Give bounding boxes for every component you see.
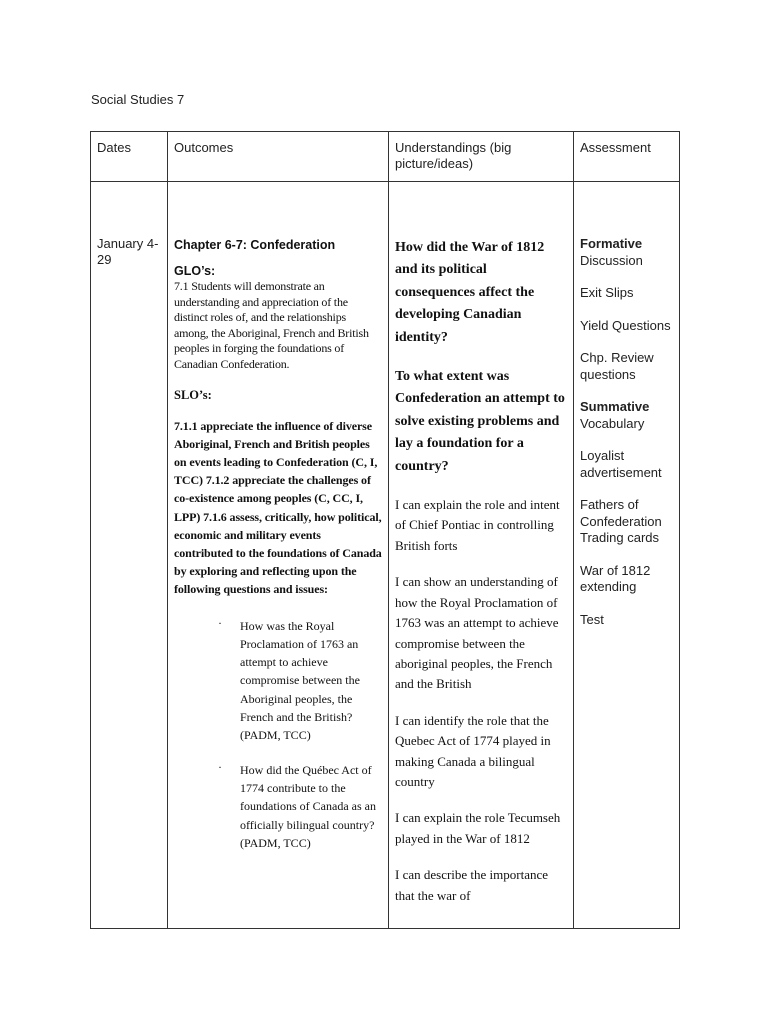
assessment-cell: [574, 182, 680, 929]
slo-heading: SLO’s:: [174, 387, 212, 402]
formative-heading: Formative: [580, 236, 643, 251]
assessment-item: Fathers of Confederation Trading cards: [580, 497, 662, 545]
table-header-row: [91, 132, 680, 182]
outcomes-content: [168, 182, 388, 852]
assessment-item: Test: [580, 611, 604, 627]
list-item-text: How did the Québec Act of 1774 contribute to the foundations of Canada as an officially bilingual country? (PADM, TCC): [240, 762, 376, 850]
assessment-item: Exit Slips: [580, 285, 634, 300]
chapter-title: Chapter 6-7: Confederation: [174, 238, 336, 252]
dates-cell: [91, 182, 168, 929]
assessment-item: Vocabulary: [580, 415, 645, 431]
i-can-statement: I can explain the role and intent of Chief Pontiac in controlling British forts: [395, 497, 560, 553]
i-can-statement: I can show an understanding of how the Royal Proclamation of 1763 was an attempt to achieve compromise between the aboriginal peoples, the French and the British: [395, 574, 559, 692]
header-assessment: Assessment: [580, 140, 651, 155]
big-question: To what extent was Confederation an attempt to solve existing problems and lay a foundation for a country?: [395, 369, 565, 474]
glo-heading: GLO’s:: [174, 264, 216, 278]
slo-text: 7.1.1 appreciate the influence of diverse Aboriginal, French and British peoples on events leading to Confederation (C, I, TCC) 7.1.2 appreciate the challenges of co-existence among peoples (C, CC, I, LPP) 7.1.6 assess, critically, how political, economic and military events contributed to the foundations of Canada by exploring and reflecting upon the following questions and issues:: [174, 418, 382, 597]
i-can-statement: I can explain the role Tecumseh played in the War of 1812: [395, 810, 561, 846]
assessment-item: Chp. Review questions: [580, 350, 654, 382]
lesson-plan-table: [90, 131, 680, 929]
header-assessment-cell: [574, 132, 680, 182]
list-item: [174, 617, 382, 745]
document-title: Social Studies 7: [91, 92, 185, 107]
understandings-content: [389, 182, 573, 906]
list-item-text: How was the Royal Proclamation of 1763 an attempt to achieve compromise between the Aboriginal peoples, the French and the British? (PADM, TCC): [240, 618, 360, 743]
assessment-item: Yield Questions: [580, 317, 671, 333]
question-list: [174, 617, 382, 853]
outcomes-cell: [168, 182, 389, 929]
header-outcomes-cell: [168, 132, 389, 182]
header-dates: Dates: [97, 140, 131, 155]
big-question: How did the War of 1812 and its political consequences affect the developing Canadian identity?: [395, 240, 545, 345]
i-can-statement: I can describe the importance that the war of: [395, 867, 549, 903]
assessment-item: War of 1812 extending: [580, 562, 651, 594]
bullet-dot-icon: ·: [218, 759, 222, 774]
i-can-statement: I can identify the role that the Quebec Act of 1774 played in making Canada a bilingual country: [395, 712, 551, 789]
bullet-dot-icon: ·: [218, 615, 222, 630]
assessment-item: Discussion: [580, 252, 643, 268]
understandings-cell: [389, 182, 574, 929]
summative-heading: Summative: [580, 399, 650, 414]
list-item: [174, 761, 382, 852]
header-understandings: Understandings (big picture/ideas): [395, 140, 512, 171]
header-dates-cell: [91, 132, 168, 182]
table-row: [91, 182, 680, 929]
dates-value: January 4-29: [97, 236, 159, 267]
header-understandings-cell: [389, 132, 574, 182]
assessment-content: [574, 182, 679, 628]
header-outcomes: Outcomes: [174, 140, 234, 155]
glo-text: 7.1 Students will demonstrate an understanding and appreciation of the distinct roles of, and the relationships among, the Aboriginal, French and British peoples in forging the foundations of Canadian Confederation.: [174, 279, 369, 371]
assessment-item: Loyalist advertisement: [580, 448, 662, 480]
